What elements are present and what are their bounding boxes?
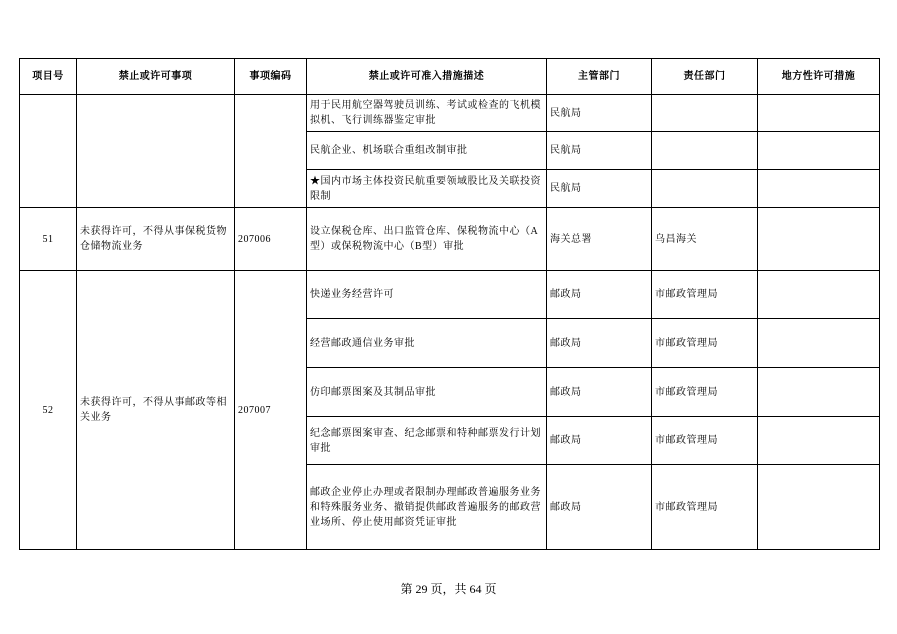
project-no-cell: 51 [20,208,77,271]
local-measure-cell [758,368,880,417]
item-cell [77,95,235,208]
project-no-cell [20,95,77,208]
code-cell: 207006 [235,208,307,271]
local-measure-cell [758,319,880,368]
local-measure-cell [758,271,880,319]
measure-desc-cell: 经营邮政通信业务审批 [307,319,547,368]
competent-dept-cell: 民航局 [547,170,652,208]
header-local-measure: 地方性许可措施 [758,59,880,95]
measure-desc-cell: 仿印邮票图案及其制品审批 [307,368,547,417]
measure-desc-cell: 纪念邮票图案审查、纪念邮票和特种邮票发行计划审批 [307,417,547,465]
measure-desc-cell: 用于民用航空器驾驶员训练、考试或检查的飞机模拟机、飞行训练器鉴定审批 [307,95,547,132]
local-measure-cell [758,208,880,271]
table-row [20,271,880,319]
local-measure-cell [758,95,880,132]
responsible-dept-cell [652,170,758,208]
competent-dept-cell: 海关总署 [547,208,652,271]
responsible-dept-cell: 乌昌海关 [652,208,758,271]
competent-dept-cell: 邮政局 [547,319,652,368]
code-cell: 207007 [235,271,307,550]
measure-desc-cell: 邮政企业停止办理或者限制办理邮政普遍服务业务和特殊服务业务、撤销提供邮政普遍服务的邮政营业场所、停止使用邮资凭证审批 [307,465,547,550]
responsible-dept-cell: 市邮政管理局 [652,465,758,550]
table-row [20,95,880,132]
page-number-footer: 第 29 页，共 64 页 [400,582,497,596]
header-project-no: 项目号 [20,59,77,95]
header-competent-dept: 主管部门 [547,59,652,95]
item-cell: 未获得许可，不得从事邮政等相关业务 [77,271,235,550]
responsible-dept-cell: 市邮政管理局 [652,368,758,417]
responsible-dept-cell: 市邮政管理局 [652,271,758,319]
code-cell [235,95,307,208]
competent-dept-cell: 民航局 [547,95,652,132]
competent-dept-cell: 邮政局 [547,465,652,550]
responsible-dept-cell: 市邮政管理局 [652,417,758,465]
header-responsible-dept: 责任部门 [652,59,758,95]
local-measure-cell [758,170,880,208]
item-cell: 未获得许可，不得从事保税货物仓储物流业务 [77,208,235,271]
competent-dept-cell: 邮政局 [547,368,652,417]
competent-dept-cell: 邮政局 [547,417,652,465]
responsible-dept-cell [652,132,758,170]
permit-table [19,58,880,550]
measure-desc-cell: 设立保税仓库、出口监管仓库、保税物流中心（A型）或保税物流中心（B型）审批 [307,208,547,271]
competent-dept-cell: 邮政局 [547,271,652,319]
header-code: 事项编码 [235,59,307,95]
header-item: 禁止或许可事项 [77,59,235,95]
header-measure-desc: 禁止或许可准入措施描述 [307,59,547,95]
competent-dept-cell: 民航局 [547,132,652,170]
local-measure-cell [758,465,880,550]
project-no-cell: 52 [20,271,77,550]
local-measure-cell [758,417,880,465]
measure-desc-cell: ★国内市场主体投资民航重要领域股比及关联投资限制 [307,170,547,208]
table-row [20,208,880,271]
local-measure-cell [758,132,880,170]
measure-desc-cell: 快递业务经营许可 [307,271,547,319]
header-row [20,59,880,95]
responsible-dept-cell [652,95,758,132]
measure-desc-cell: 民航企业、机场联合重组改制审批 [307,132,547,170]
responsible-dept-cell: 市邮政管理局 [652,319,758,368]
